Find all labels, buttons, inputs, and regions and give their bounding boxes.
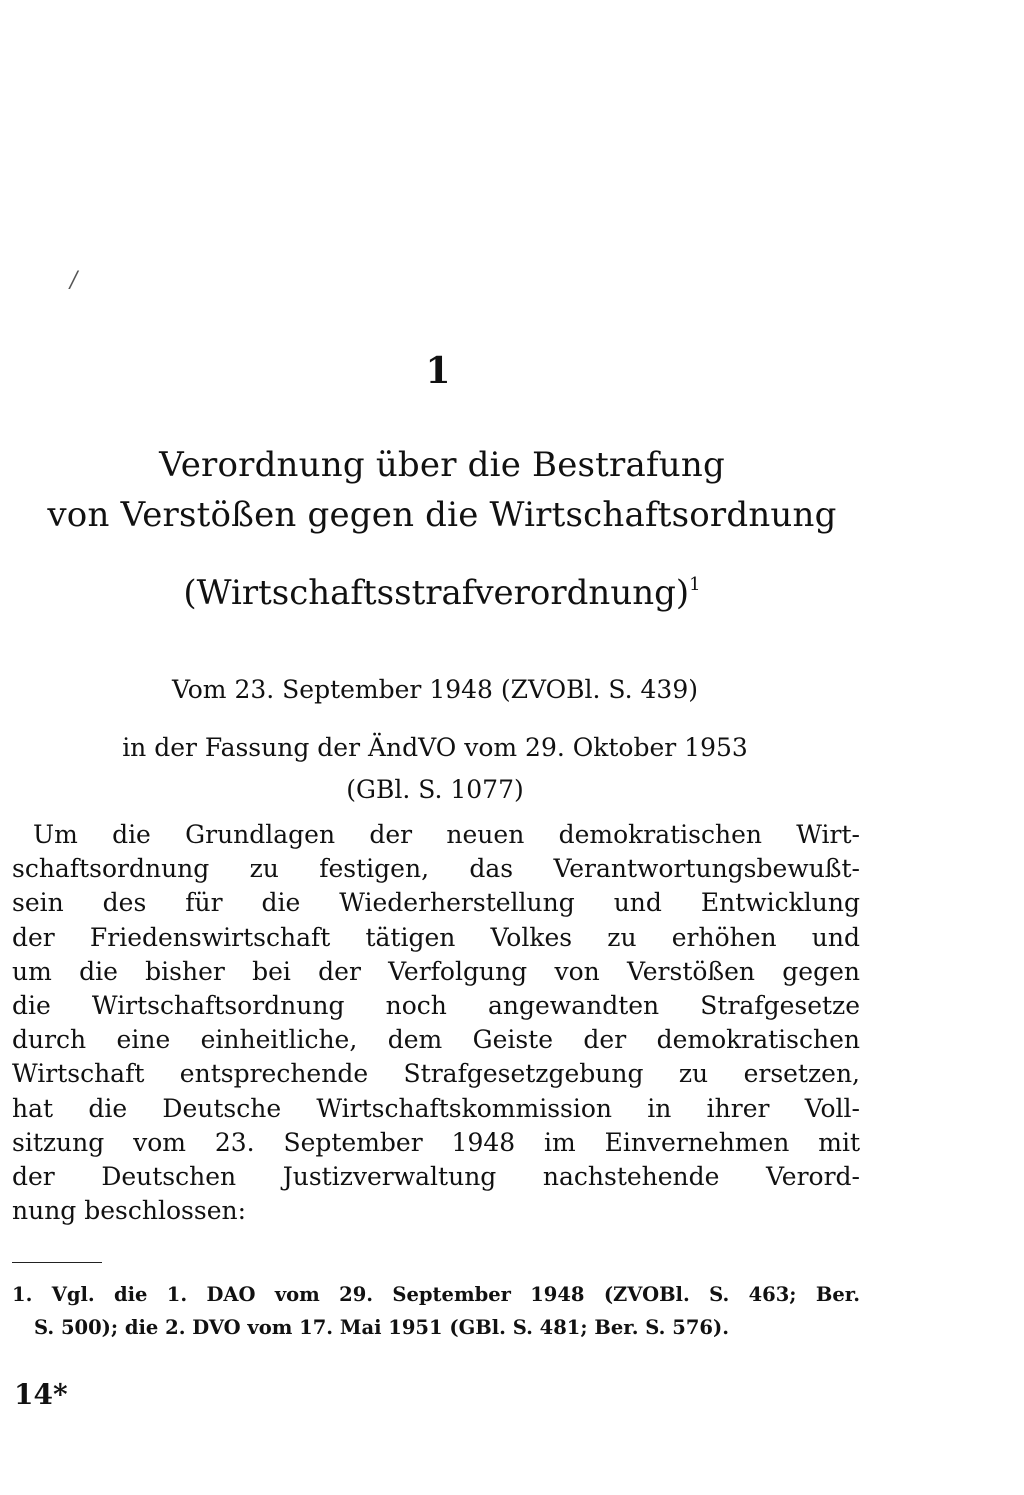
preamble-line: der Friedenswirtschaft tätigen Volkes zu erhöhen und bbox=[12, 922, 860, 952]
footnote-divider bbox=[12, 1262, 102, 1263]
preamble-line: sitzung vom 23. September 1948 im Einvernehmen mit bbox=[12, 1127, 860, 1157]
title-line: von Verstößen gegen die Wirtschaftsordnung bbox=[47, 495, 837, 535]
footnote-line: S. 500); die 2. DVO vom 17. Mai 1951 (GBl. S. 481; Ber. S. 576). bbox=[34, 1316, 729, 1339]
signature-mark: 14* bbox=[14, 1378, 68, 1411]
footnote-line: 1. Vgl. die 1. DAO vom 29. September 1948 (ZVOBl. S. 463; Ber. bbox=[12, 1283, 860, 1306]
preamble-line: die Wirtschaftsordnung noch angewandten Strafgesetze bbox=[12, 991, 860, 1021]
preamble-line: der Deutschen Justizverwaltung nachstehende Verord- bbox=[12, 1162, 860, 1192]
preamble-line: um die bisher bei der Verfolgung von Verstößen gegen bbox=[12, 956, 860, 986]
footnote-reference: 1 bbox=[689, 574, 701, 595]
version-line: in der Fassung der ÄndVO vom 29. Oktober 1953 bbox=[122, 733, 748, 762]
subtitle-text: (Wirtschaftsstrafverordnung) bbox=[183, 573, 690, 613]
document-title bbox=[0, 440, 884, 540]
title-line: Verordnung über die Bestrafung bbox=[159, 445, 725, 485]
preamble-line: sein des für die Wiederherstellung und Entwicklung bbox=[12, 888, 860, 918]
preamble-line: hat die Deutsche Wirtschaftskommission in ihrer Voll- bbox=[12, 1093, 860, 1123]
preamble-line: Um die Grundlagen der neuen demokratischen Wirt- bbox=[33, 820, 860, 849]
preamble-line: nung beschlossen: bbox=[12, 1196, 247, 1226]
footnote bbox=[12, 1278, 860, 1344]
margin-mark: / bbox=[70, 268, 78, 293]
gazette-reference: (GBl. S. 1077) bbox=[346, 775, 524, 804]
section-number: 1 bbox=[425, 350, 451, 392]
preamble bbox=[12, 818, 860, 1228]
date-line: Vom 23. September 1948 (ZVOBl. S. 439) bbox=[171, 675, 698, 704]
document-subtitle bbox=[0, 568, 884, 618]
preamble-line: durch eine einheitliche, dem Geiste der demokratischen bbox=[12, 1025, 860, 1055]
preamble-line: Wirtschaft entsprechende Strafgesetzgebung zu ersetzen, bbox=[12, 1059, 860, 1089]
preamble-line: schaftsordnung zu festigen, das Verantwortungsbewußt- bbox=[12, 854, 860, 884]
